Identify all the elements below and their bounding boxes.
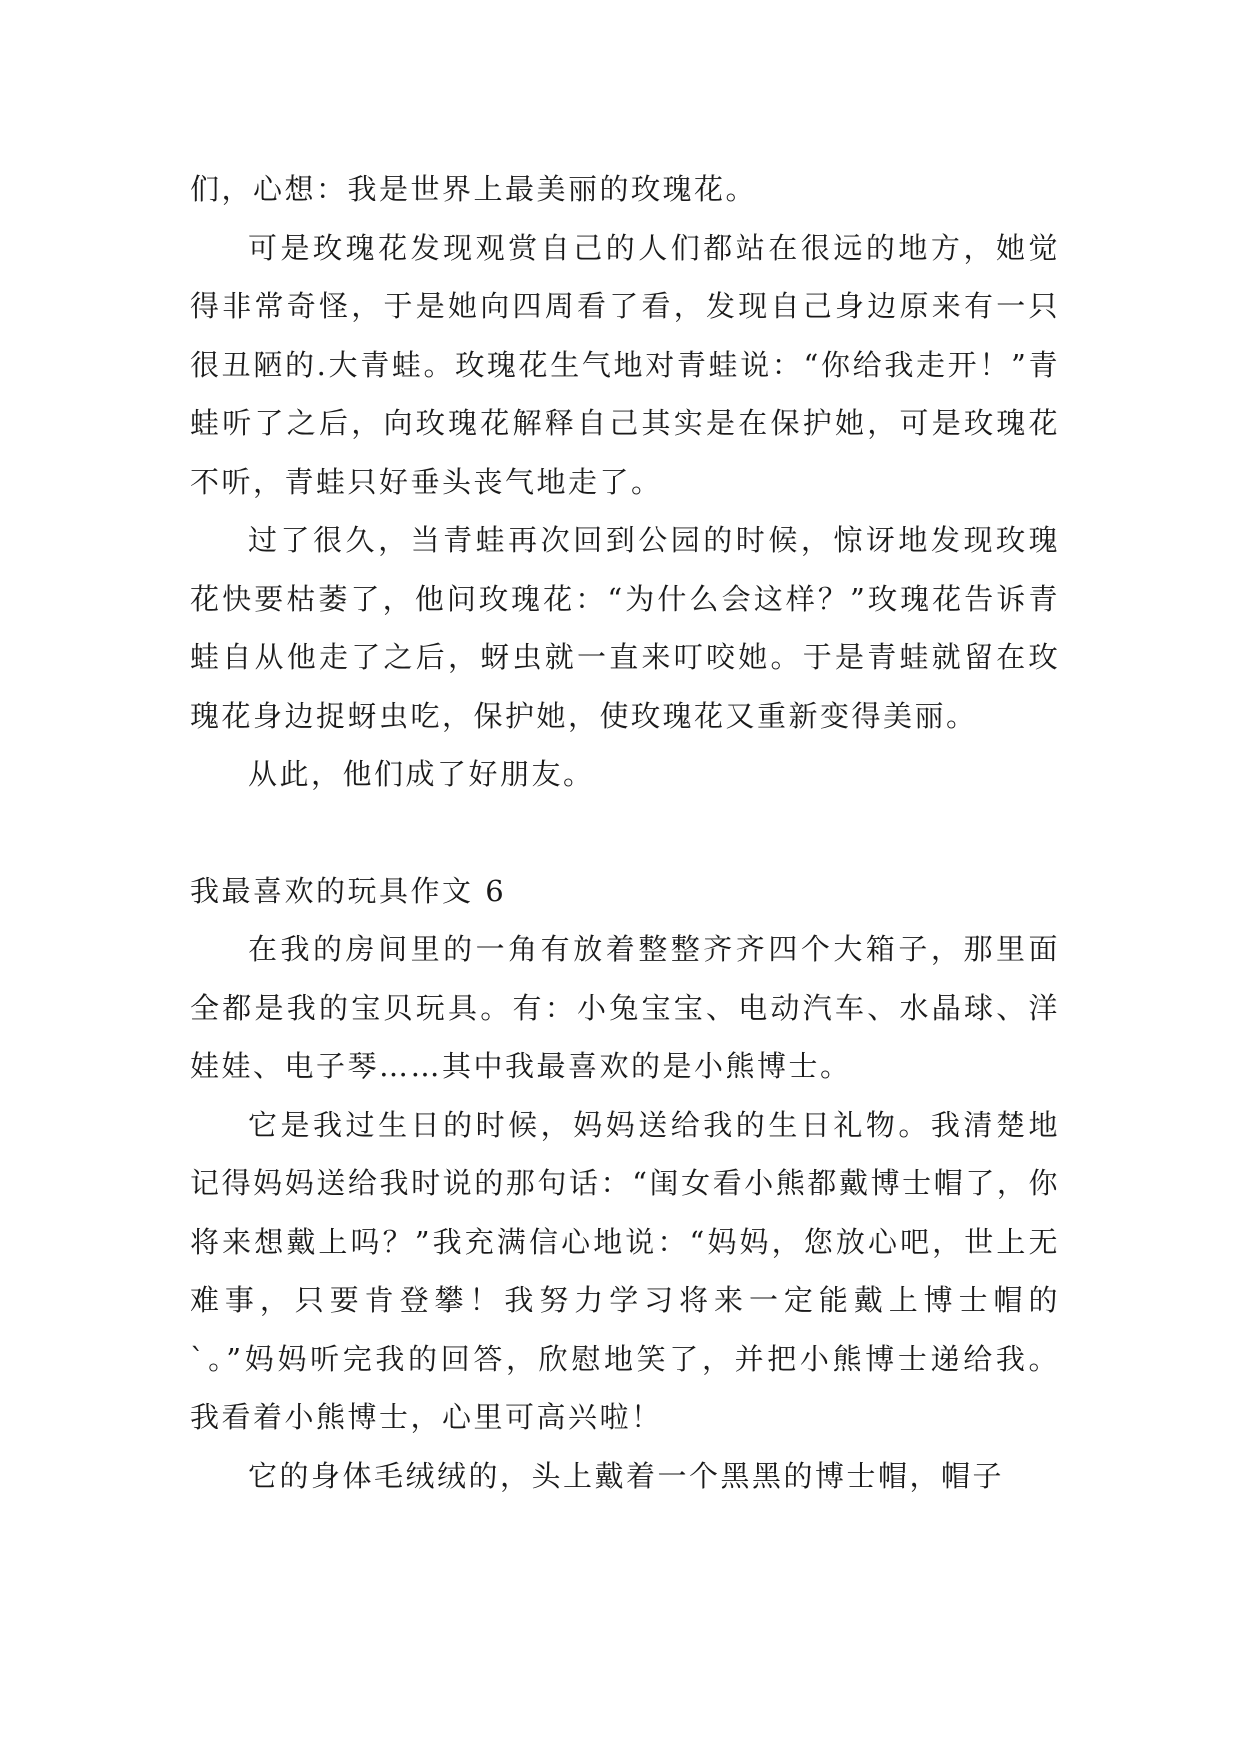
- paragraph: 它的身体毛绒绒的，头上戴着一个黑黑的博士帽，帽子: [248, 1458, 1005, 1493]
- paragraph: 在我的房间里的一角有放着整整齐齐四个大箱子，那里面全都是我的宝贝玩具。有：小兔宝宝、电动汽车、水晶球、洋娃娃、电子琴……其中我最喜欢的是小熊博士。: [190, 932, 1060, 1083]
- section-title: 我最喜欢的玩具作文 6: [190, 873, 507, 908]
- paragraph: 从此，他们成了好朋友。: [248, 757, 595, 791]
- paragraph: 它是我过生日的时候，妈妈送给我的生日礼物。我清楚地记得妈妈送给我时说的那句话：“闺女看小熊都戴博士帽了，你将来想戴上吗？”我充满信心地说：“妈妈，您放心吧，世上无难事，只要肯登攀！我努力学习将来一定能戴上博士帽的`。”妈妈听完我的回答，欣慰地笑了，并把小熊博士递给我。我看着小熊博士，心里可高兴啦！: [190, 1107, 1060, 1434]
- paragraph-continued: 们，心想：我是世界上最美丽的玫瑰花。: [190, 172, 758, 206]
- document-body: [190, 160, 1060, 1505]
- paragraph: 可是玫瑰花发现观赏自己的人们都站在很远的地方，她觉得非常奇怪，于是她向四周看了看，发现自己身边原来有一只很丑陋的.大青蛙。玫瑰花生气地对青蛙说：“你给我走开！”青蛙听了之后，向玫瑰花解释自己其实是在保护她，可是玫瑰花不听，青蛙只好垂头丧气地走了。: [190, 230, 1060, 499]
- paragraph: 过了很久，当青蛙再次回到公园的时候，惊讶地发现玫瑰花快要枯萎了，他问玫瑰花：“为什么会这样？”玫瑰花告诉青蛙自从他走了之后，蚜虫就一直来叮咬她。于是青蛙就留在玫瑰花身边捉蚜虫吃，保护她，使玫瑰花又重新变得美丽。: [190, 523, 1060, 733]
